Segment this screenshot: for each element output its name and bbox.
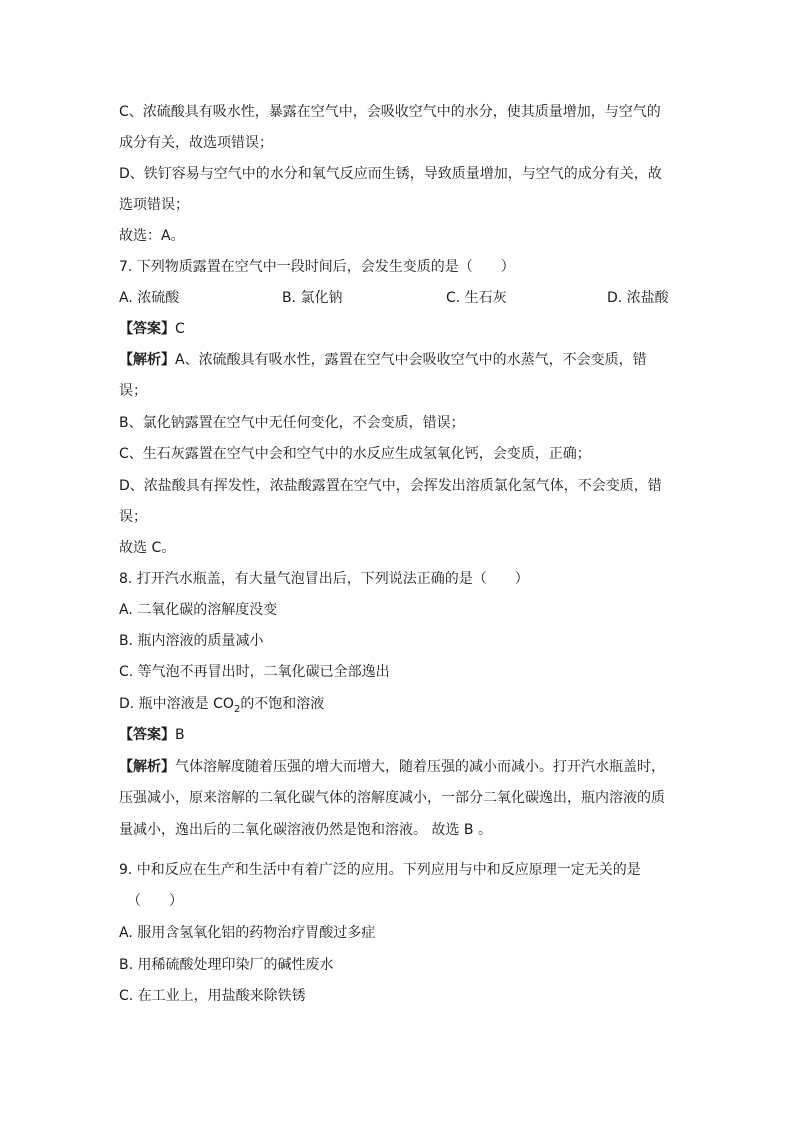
q7-stem: 7. 下列物质露置在空气中一段时间后，会发生变质的是（ ）: [119, 259, 515, 275]
q9-option-b: B. 用稀硫酸处理印染厂的碱性废水: [119, 957, 334, 973]
q7-answer-value: C: [175, 321, 185, 337]
q7-option-b: B. 氯化钠: [282, 290, 343, 306]
q8-answer-value: B: [175, 727, 185, 743]
q8-analysis-label: 【解析】: [119, 759, 175, 775]
q7-analysis-label: 【解析】: [119, 352, 175, 368]
q8-option-d: [119, 694, 679, 714]
q8-option-d-post: 的不饱和溶液: [240, 696, 325, 712]
q8-stem: 8. 打开汽水瓶盖，有大量气泡冒出后，下列说法正确的是（ ）: [119, 571, 529, 587]
q7-option-c: C. 生石灰: [446, 290, 507, 306]
q7-analysis-c: C、生石灰露置在空气中会和空气中的水反应生成氢氧化钙，会变质，正确；: [119, 446, 591, 462]
q8-analysis-line3: 量减小，逸出后的二氧化碳溶液仍然是饱和溶液。 故选 B 。: [119, 822, 492, 838]
q7-conclusion: 故选 C。: [119, 540, 176, 556]
q8-analysis-row: [119, 757, 679, 777]
q8-answer-row: [119, 725, 679, 745]
q8-analysis-line2: 压强减小，原来溶解的二氧化碳气体的溶解度减小，一部分二氧化碳逸出，瓶内溶液的质: [119, 790, 665, 806]
q7-analysis-a-line1: A、浓硫酸具有吸水性，露置在空气中会吸收空气中的水蒸气，不会变质，错: [175, 352, 647, 368]
q7-answer-label: 【答案】: [119, 321, 175, 337]
q8-option-b: B. 瓶内溶液的质量减小: [119, 633, 264, 649]
q9-stem: 9. 中和反应在生产和生活中有着广泛的应用。下列应用与中和反应原理一定无关的是: [119, 862, 641, 878]
q8-answer-label: 【答案】: [119, 727, 175, 743]
q6-analysis-c-line2: 成分有关，故选项错误；: [119, 135, 273, 151]
q7-analysis-d-line1: D、浓盐酸具有挥发性，浓盐酸露置在空气中，会挥发出溶质氯化氢气体，不会变质，错: [119, 478, 662, 494]
q9-option-c: C. 在工业上，用盐酸来除铁锈: [119, 988, 306, 1004]
q7-analysis-a-line2: 误；: [119, 383, 147, 399]
q7-analysis-d-line2: 误；: [119, 509, 147, 525]
q8-option-a: A. 二氧化碳的溶解度没变: [119, 602, 278, 618]
q9-stem-paren: （ ）: [127, 893, 183, 909]
q6-conclusion: 故选：A。: [119, 228, 185, 244]
q6-analysis-d-line1: D、铁钉容易与空气中的水分和氧气反应而生锈，导致质量增加，与空气的成分有关，故: [119, 166, 662, 182]
q7-analysis-row: [119, 350, 679, 370]
q6-analysis-c-line1: C、浓硫酸具有吸水性，暴露在空气中，会吸收空气中的水分，使其质量增加，与空气的: [119, 104, 661, 120]
q6-analysis-d-line2: 选项错误；: [119, 197, 189, 213]
q9-option-a: A. 服用含氢氧化铝的药物治疗胃酸过多症: [119, 925, 376, 941]
q8-analysis-line1: 气体溶解度随着压强的增大而增大，随着压强的减小而减小。打开汽水瓶盖时，: [175, 759, 665, 775]
q8-option-c: C. 等气泡不再冒出时，二氧化碳已全部逸出: [119, 664, 390, 680]
q8-option-d-sub: 2: [233, 703, 241, 715]
q7-option-d: D. 浓盐酸: [607, 290, 669, 306]
q8-option-d-pre: D. 瓶中溶液是 CO: [119, 696, 234, 712]
q7-analysis-b: B、氯化钠露置在空气中无任何变化，不会变质，错误；: [119, 415, 465, 431]
q7-answer-row: [119, 319, 679, 339]
q7-option-a: A. 浓硫酸: [119, 290, 180, 306]
